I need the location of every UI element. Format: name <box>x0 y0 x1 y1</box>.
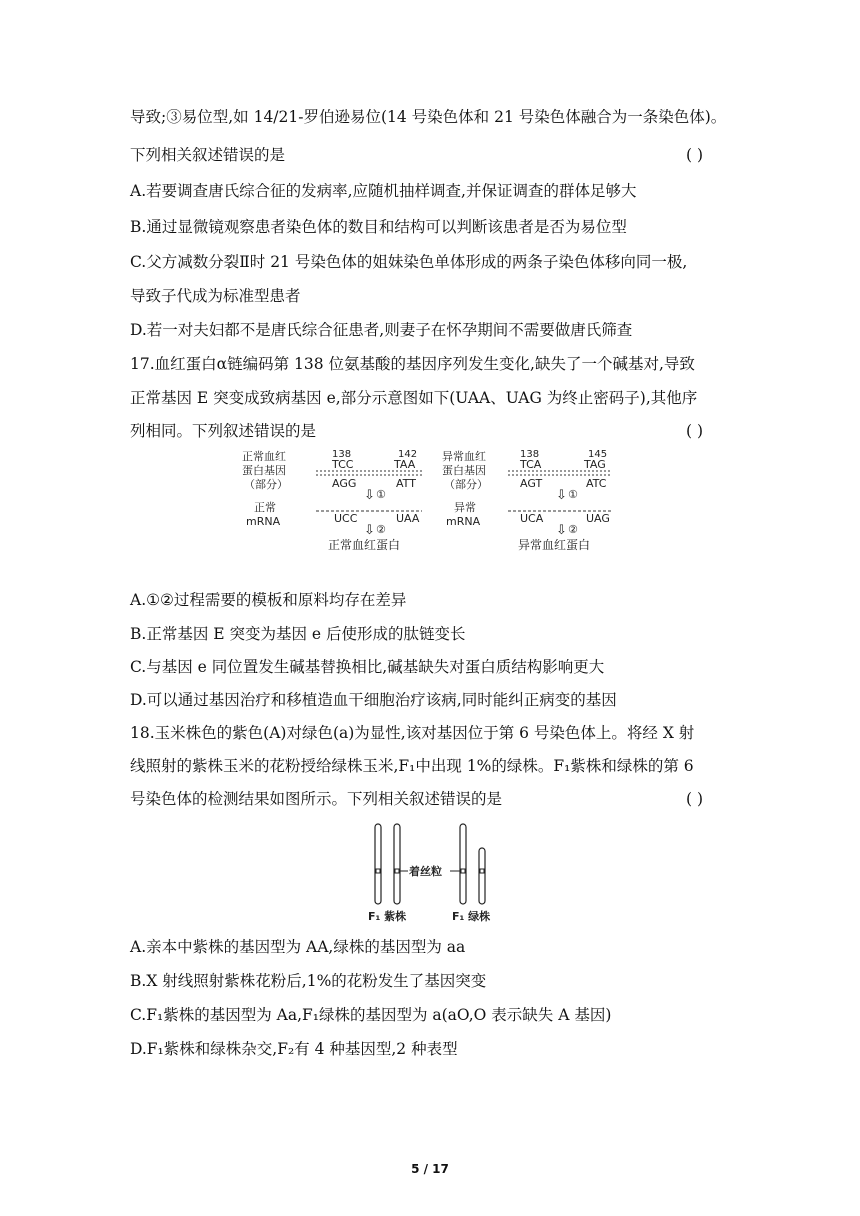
green-plant-label: F₁ 绿株 <box>452 910 491 923</box>
option-18b: B.X 射线照射紫株花粉后,1%的花粉发生了基因突变 <box>130 972 487 990</box>
option-16c: C.父方减数分裂Ⅱ时 21 号染色体的姐妹染色单体形成的两条子染色体移向同一极, <box>130 253 688 271</box>
purple-plant-label: F₁ 紫株 <box>368 910 407 923</box>
abnormal-bot-codon-1: AGT <box>520 477 543 490</box>
normal-step-2: ② <box>376 523 386 536</box>
option-18a: A.亲本中紫株的基因型为 AA,绿株的基因型为 aa <box>130 938 466 956</box>
centromere-marker <box>376 869 380 873</box>
option-16d: D.若一对夫妇都不是唐氏综合征患者,则妻子在怀孕期间不需要做唐氏筛查 <box>130 321 633 339</box>
normal-mrna-codon-1: UCC <box>334 512 358 525</box>
normal-mrna-label-2: mRNA <box>246 515 281 528</box>
option-16c-cont: 导致子代成为标准型患者 <box>130 287 301 305</box>
chromosome-figure <box>360 822 510 932</box>
normal-step-1: ① <box>376 488 386 501</box>
answer-paren-16: ( ) <box>686 146 704 164</box>
green-chromosome-1 <box>460 824 466 904</box>
centromere-marker <box>480 869 484 873</box>
question-17-line-1: 17.血红蛋白α链编码第 138 位氨基酸的基因序列发生变化,缺失了一个碱基对,导致 <box>130 355 695 373</box>
question-18-line-3: 号染色体的检测结果如图所示。下列相关叙述错误的是 <box>130 790 503 808</box>
abnormal-mrna-codon-1: UCA <box>520 512 544 525</box>
svg-text:⇩: ⇩ <box>364 488 375 503</box>
answer-paren-18: ( ) <box>686 790 704 808</box>
option-17c: C.与基因 e 同位置发生碱基替换相比,碱基缺失对蛋白质结构影响更大 <box>130 658 605 676</box>
option-17a: A.①②过程需要的模板和原料均存在差异 <box>130 591 407 609</box>
answer-paren-17: ( ) <box>686 422 704 440</box>
normal-top-codon-2: TAA <box>394 458 416 471</box>
option-18d: D.F₁紫株和绿株杂交,F₂有 4 种基因型,2 种表型 <box>130 1040 458 1058</box>
normal-mrna-codon-2: UAA <box>396 512 420 525</box>
abnormal-gene-label-2: 蛋白基因 <box>442 464 486 477</box>
abnormal-mrna-label-2: mRNA <box>446 515 481 528</box>
option-18c: C.F₁紫株的基因型为 Aa,F₁绿株的基因型为 a(aO,O 表示缺失 A 基因) <box>130 1006 612 1024</box>
abnormal-mrna-codon-2: UAG <box>586 512 610 525</box>
normal-pos-142: 142 <box>398 449 418 460</box>
text-line-2: 下列相关叙述错误的是 <box>130 146 286 164</box>
abnormal-step-1: ① <box>568 488 578 501</box>
centromere-marker <box>461 869 465 873</box>
normal-gene-label-1: 正常血红 <box>242 450 286 463</box>
question-18-line-1: 18.玉米株色的紫色(A)对绿色(a)为显性,该对基因位于第 6 号染色体上。将经 X 射 <box>130 724 695 742</box>
normal-bot-codon-2: ATT <box>396 477 416 490</box>
abnormal-pos-145: 145 <box>588 449 608 460</box>
abnormal-protein-label: 异常血红蛋白 <box>518 538 591 552</box>
abnormal-top-codon-2: TAG <box>584 458 606 471</box>
green-chromosome-2 <box>479 848 485 904</box>
normal-protein-label: 正常血红蛋白 <box>328 538 401 552</box>
hemoglobin-gene-figure <box>240 447 630 557</box>
page-number: 5 / 17 <box>411 1162 449 1176</box>
normal-pos-138: 138 <box>332 449 352 460</box>
normal-bot-codon-1: AGG <box>332 477 357 490</box>
question-18-line-2: 线照射的紫株玉米的花粉授给绿株玉米,F₁中出现 1%的绿株。F₁紫株和绿株的第 6 <box>130 757 694 775</box>
abnormal-mrna-label-1: 异常 <box>454 501 476 514</box>
svg-text:⇩: ⇩ <box>556 488 567 503</box>
abnormal-gene-label-3: （部分） <box>444 478 488 491</box>
option-17d: D.可以通过基因治疗和移植造血干细胞治疗该病,同时能纠正病变的基因 <box>130 691 617 709</box>
abnormal-top-codon-1: TCA <box>520 458 542 471</box>
abnormal-bot-codon-2: ATC <box>586 477 607 490</box>
normal-gene-label-3: （部分） <box>244 478 288 491</box>
purple-chromosome-2 <box>394 824 400 904</box>
option-16a: A.若要调查唐氏综合征的发病率,应随机抽样调查,并保证调查的群体足够大 <box>130 182 637 200</box>
abnormal-step-2: ② <box>568 523 578 536</box>
question-17-line-2: 正常基因 E 突变成致病基因 e,部分示意图如下(UAA、UAG 为终止密码子),其他序 <box>130 389 698 407</box>
svg-text:⇩: ⇩ <box>364 523 375 538</box>
normal-gene-panel <box>242 449 422 552</box>
centromere-label: 着丝粒 <box>409 865 442 878</box>
question-17-line-3: 列相同。下列叙述错误的是 <box>130 422 317 440</box>
abnormal-gene-panel <box>442 449 612 552</box>
option-17b: B.正常基因 E 突变为基因 e 后使形成的肽链变长 <box>130 625 466 643</box>
normal-top-codon-1: TCC <box>332 458 354 471</box>
normal-mrna-label-1: 正常 <box>254 501 276 514</box>
abnormal-pos-138: 138 <box>520 449 540 460</box>
normal-gene-label-2: 蛋白基因 <box>242 464 286 477</box>
text-line-1: 导致;③易位型,如 14/21-罗伯逊易位(14 号染色体和 21 号染色体融合为一条染色体)。 <box>130 108 727 126</box>
abnormal-gene-label-1: 异常血红 <box>442 450 486 463</box>
svg-text:⇩: ⇩ <box>556 523 567 538</box>
centromere-marker <box>395 869 399 873</box>
option-16b: B.通过显微镜观察患者染色体的数目和结构可以判断该患者是否为易位型 <box>130 218 627 236</box>
purple-chromosome-1 <box>375 824 381 904</box>
